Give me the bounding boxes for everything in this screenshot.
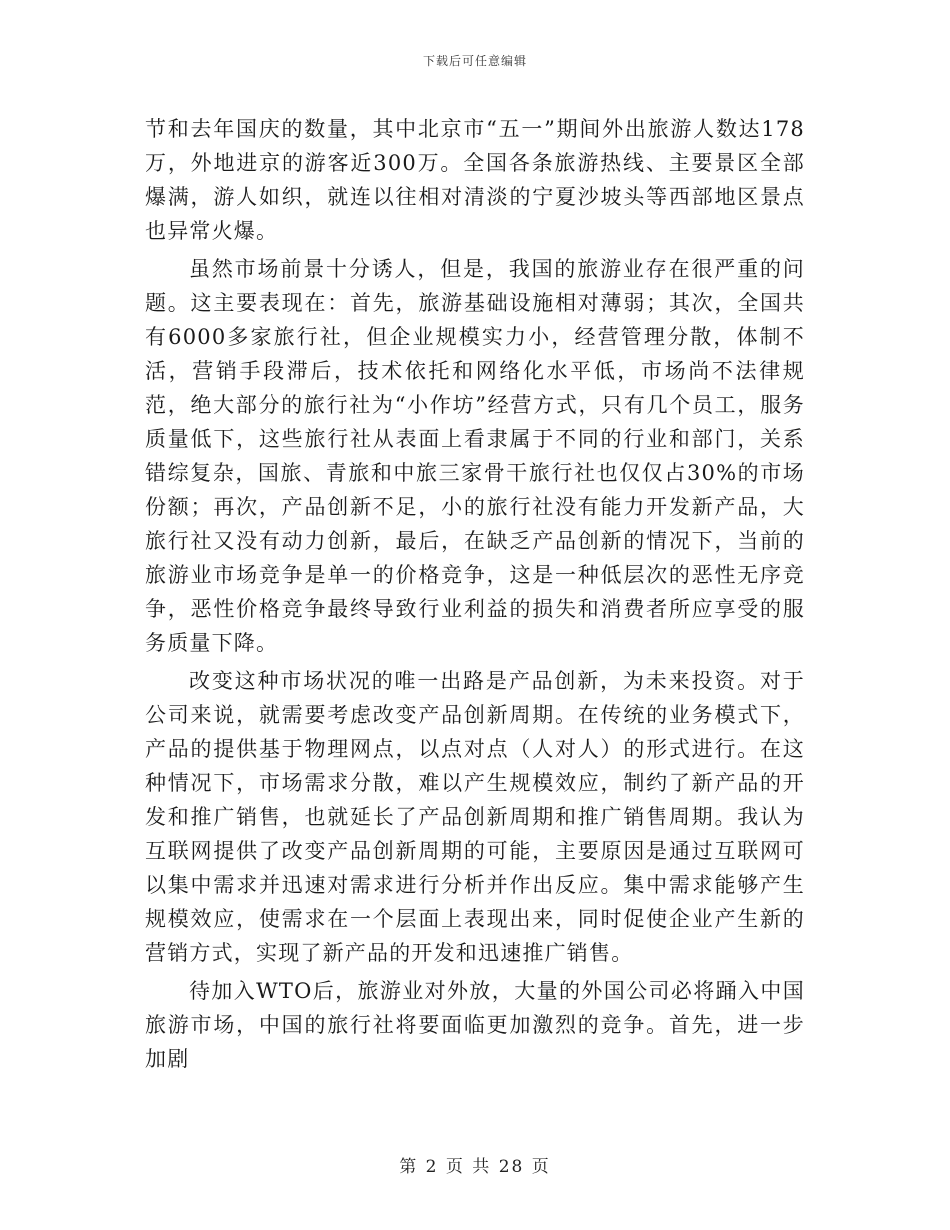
paragraph-wto: 待加入WTO后，旅游业对外放，大量的外国公司必将踊入中国旅游市场，中国的旅行社将要面临更加激烈的竞争。首先，进一步加剧 bbox=[145, 979, 805, 1071]
paragraph-innovation: 改变这种市场状况的唯一出路是产品创新，为未来投资。对于公司来说，就需要考虑改变产品创新周期。在传统的业务模式下，产品的提供基于物理网点，以点对点（人对人）的形式进行。在这种情况下，市场需求分散，难以产生规模效应，制约了新产品的开发和推广销售，也就延长了产品创新周期和推广销售周期。我认为互联网提供了改变产品创新周期的可能，主要原因是通过互联网可以集中需求并迅速对需求进行分析并作出反应。集中需求能够产生规模效应，使需求在一个层面上表现出来，同时促使企业产生新的营销方式，实现了新产品的开发和迅速推广销售。 bbox=[145, 669, 805, 965]
paragraph-problems: 虽然市场前景十分诱人，但是，我国的旅游业存在很严重的问题。这主要表现在：首先，旅游基础设施相对薄弱；其次，全国共有6000多家旅行社，但企业规模实力小，经营管理分散，体制不活，营销手段滞后，技术依托和网络化水平低，市场尚不法律规范，绝大部分的旅行社为“小作坊”经营方式，只有几个员工，服务质量低下，这些旅行社从表面上看隶属于不同的行业和部门，关系错综复杂，国旅、青旅和中旅三家骨干旅行社也仅仅占30%的市场份额；再次，产品创新不足，小的旅行社没有能力开发新产品，大旅行社又没有动力创新，最后，在缺乏产品创新的情况下，当前的旅游业市场竞争是单一的价格竞争，这是一种低层次的恶性无序竞争，恶性价格竞争最终导致行业利益的损失和消费者所应享受的服务质量下降。 bbox=[145, 257, 805, 655]
document-body bbox=[145, 112, 805, 1080]
paragraph-continued: 节和去年国庆的数量，其中北京市“五一”期间外出旅游人数达178万，外地进京的游客近300万。全国各条旅游热线、主要景区全部爆满，游人如织，就连以往相对清淡的宁夏沙坡头等西部地区景点也异常火爆。 bbox=[145, 117, 805, 243]
page-header: 下载后可任意编辑 bbox=[422, 54, 527, 68]
page-footer: 第 2 页 共 28 页 bbox=[399, 1157, 551, 1177]
